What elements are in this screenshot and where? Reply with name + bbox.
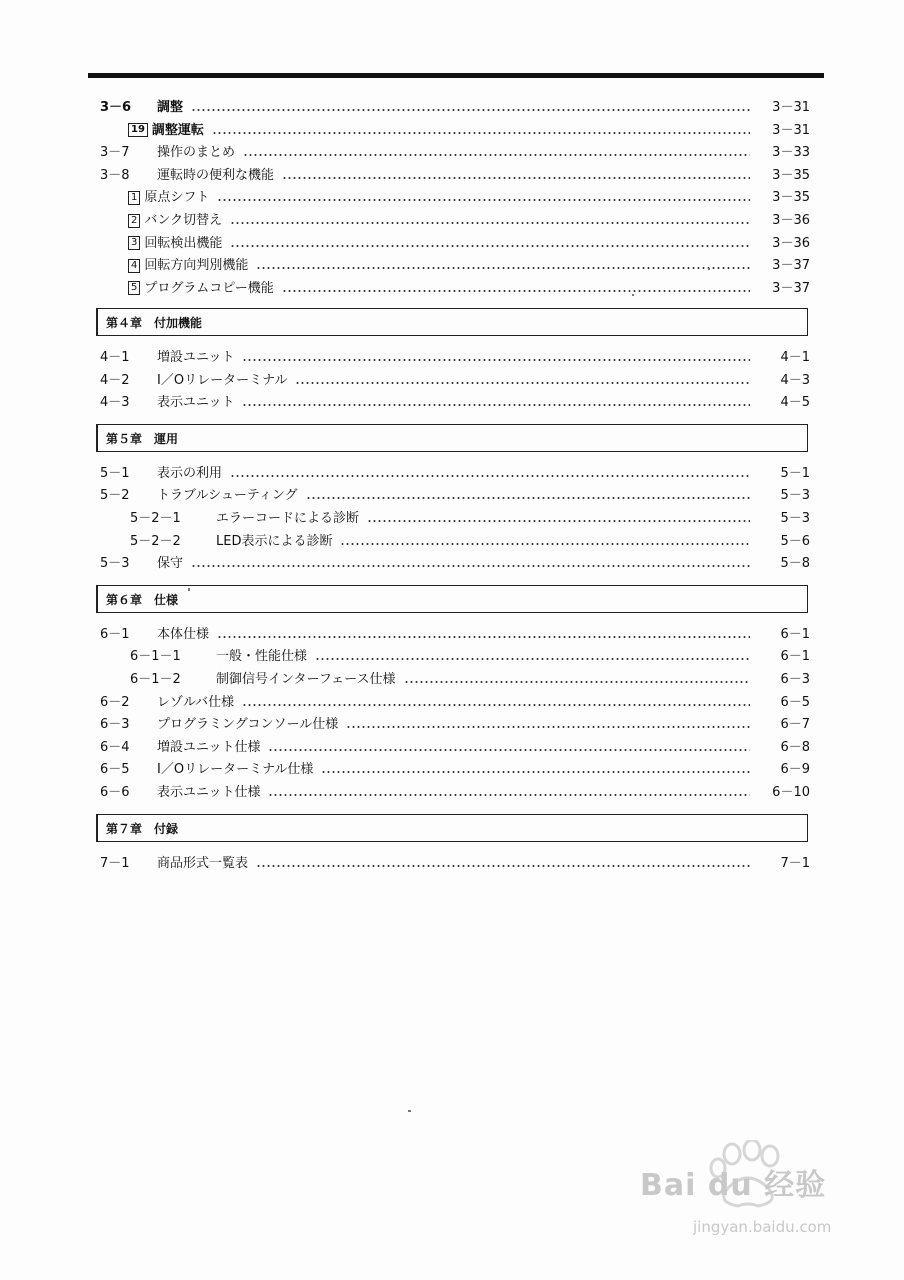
- toc-entry: [0, 393, 904, 413]
- toc-entry-text: 原点シフト: [144, 190, 210, 206]
- dot-leader: [268, 749, 750, 751]
- dot-leader: [256, 865, 750, 867]
- chapter-heading: 第５章 運用: [96, 424, 808, 452]
- dot-leader: [191, 565, 750, 567]
- toc-entry-title: 本体仕様: [157, 626, 210, 642]
- page-number: 4－3: [780, 372, 810, 388]
- item-number-badge: 5: [128, 281, 140, 295]
- section-number: 3－7: [100, 145, 130, 161]
- toc-entry-title: 表示ユニット仕様: [157, 785, 261, 800]
- toc-entry: [0, 854, 904, 874]
- toc-entry: [0, 509, 904, 529]
- dot-leader: [321, 771, 750, 773]
- dot-leader: [242, 704, 750, 706]
- toc-entry-title: [128, 188, 209, 208]
- toc-entry-title: 操作のまとめ: [157, 145, 236, 161]
- dot-leader: [306, 497, 750, 499]
- toc-entry-title: 運転時の便利な機能: [157, 167, 275, 183]
- page-number: 3－31: [772, 100, 810, 115]
- section-number: 6－6: [100, 785, 130, 800]
- section-number: 6－2: [100, 694, 130, 710]
- toc-entry: [0, 279, 904, 299]
- toc-entry-title: [128, 211, 222, 231]
- toc-entry: [0, 554, 904, 574]
- toc-entry: [0, 143, 904, 163]
- page-number: 4－1: [780, 350, 810, 365]
- page-number: 6－5: [780, 694, 810, 710]
- toc-entry: [0, 783, 904, 803]
- item-number-badge: 1: [128, 191, 140, 205]
- watermark-url: jingyan.baidu.com: [693, 1218, 832, 1236]
- toc-entry: [0, 188, 904, 208]
- toc-entry: [0, 464, 904, 484]
- section-number: 5－2－2: [130, 533, 181, 549]
- dot-leader: [256, 267, 750, 269]
- page-number: 6－8: [780, 739, 810, 755]
- toc-entry-title: エラーコードによる診断: [216, 511, 360, 526]
- section-number: 5－3: [100, 556, 130, 572]
- top-rule: [88, 73, 824, 78]
- toc-entry-title: LED表示による診断: [216, 533, 333, 549]
- toc-entry-title: [128, 256, 248, 276]
- toc-entry: [0, 211, 904, 231]
- dot-leader: [282, 290, 750, 292]
- toc-entry-title: 表示の利用: [157, 465, 223, 481]
- section-number: 5－2: [100, 488, 130, 504]
- section-number: 5－1: [100, 465, 130, 481]
- toc-entry: [0, 693, 904, 713]
- watermark-brand: Bai du 经验: [640, 1168, 827, 1203]
- page-number: 5－3: [780, 511, 810, 526]
- dot-leader: [230, 475, 750, 477]
- toc-entry: [0, 715, 904, 735]
- dot-leader: [191, 109, 750, 111]
- toc-entry-title: 一般・性能仕様: [216, 649, 308, 665]
- dot-leader: [404, 681, 750, 683]
- page-number: 3－35: [772, 167, 810, 183]
- toc-entry-title: I／Oリレーターミナル: [157, 372, 288, 388]
- page-number: 6－3: [780, 672, 810, 687]
- toc-entry-title: 商品形式一覧表: [157, 855, 249, 871]
- toc-entry-text: バンク切替え: [144, 213, 223, 228]
- page-number: 3－37: [772, 280, 810, 296]
- section-number: 3－6: [100, 100, 132, 115]
- toc-entry: [0, 256, 904, 276]
- section-number: 6－1: [100, 626, 130, 642]
- scan-speck: [188, 588, 190, 591]
- page-number: 3－37: [772, 258, 810, 274]
- dot-leader: [230, 245, 750, 247]
- page-number: 6－1: [780, 649, 810, 665]
- dot-leader: [367, 520, 750, 522]
- section-number: 4－1: [100, 350, 130, 365]
- toc-entry-title: [128, 234, 222, 254]
- toc-entry: [0, 121, 904, 141]
- toc-entry-title: [128, 279, 274, 299]
- toc-entry-text: 回転方向判別機能: [144, 258, 249, 274]
- toc-entry-text: 調整運転: [151, 122, 204, 138]
- dot-leader: [242, 404, 750, 406]
- page-number: 6－1: [780, 626, 810, 642]
- toc-entry: [0, 234, 904, 254]
- toc-entry-title: 増設ユニット: [157, 350, 235, 365]
- toc-entry-title: 保守: [157, 556, 184, 572]
- toc-entry: [0, 760, 904, 780]
- dot-leader: [243, 154, 750, 156]
- page-number: 3－36: [772, 235, 810, 251]
- page-number: 3－31: [772, 122, 810, 138]
- section-number: 6－1－2: [130, 672, 181, 687]
- chapter-heading: 第７章 付録: [96, 814, 808, 842]
- page-number: 5－3: [780, 488, 810, 504]
- toc-entry-title: 調整: [157, 100, 184, 115]
- toc-entry-title: I／Oリレーターミナル仕様: [157, 762, 314, 778]
- toc-entry: [0, 670, 904, 690]
- page-number: 5－8: [780, 556, 810, 572]
- dot-leader: [340, 543, 750, 545]
- page-number: 6－9: [780, 762, 810, 778]
- toc-entry: [0, 98, 904, 118]
- section-number: 7－1: [100, 855, 130, 871]
- dot-leader: [242, 359, 750, 361]
- item-number-badge: 2: [128, 214, 140, 228]
- section-number: 6－4: [100, 739, 130, 755]
- dot-leader: [230, 222, 750, 224]
- dot-leader: [212, 132, 750, 134]
- page-number: 5－6: [780, 533, 810, 549]
- section-number: 6－1－1: [130, 649, 181, 665]
- section-number: 4－2: [100, 372, 130, 388]
- toc-entry-title: 表示ユニット: [157, 395, 235, 411]
- toc-entry: [0, 532, 904, 552]
- dot-leader: [315, 658, 750, 660]
- toc-entry: [0, 647, 904, 667]
- section-number: 6－3: [100, 717, 130, 733]
- toc-entry-title: 制御信号インターフェース仕様: [216, 672, 396, 687]
- toc-entry-title: プログラミングコンソール仕様: [157, 717, 339, 733]
- dot-leader: [295, 382, 750, 384]
- page-number: 6－7: [780, 717, 810, 733]
- page-number: 7－1: [780, 855, 810, 871]
- scan-speck: [708, 268, 710, 270]
- scan-speck: [632, 294, 634, 296]
- chapter-heading: 第４章 付加機能: [96, 308, 808, 336]
- page-number: 6－10: [772, 785, 810, 800]
- section-number: 4－3: [100, 395, 130, 411]
- toc-entry: [0, 166, 904, 186]
- toc-entry: [0, 371, 904, 391]
- toc-entry: [0, 486, 904, 506]
- dot-leader: [268, 794, 750, 796]
- page-number: 3－36: [772, 213, 810, 228]
- chapter-heading: 第６章 仕様: [96, 585, 808, 613]
- toc-entry-title: [128, 121, 204, 141]
- page-number: 3－35: [772, 190, 810, 206]
- section-number: 6－5: [100, 762, 130, 778]
- page-number: 5－1: [780, 465, 810, 481]
- section-number: 5－2－1: [130, 511, 181, 526]
- toc-entry-text: プログラムコピー機能: [144, 280, 274, 296]
- section-number: 3－8: [100, 167, 130, 183]
- toc-entry: [0, 625, 904, 645]
- item-number-badge: 3: [128, 236, 140, 250]
- item-number-badge: 4: [128, 259, 140, 273]
- item-number-badge: 19: [128, 123, 148, 137]
- dot-leader: [282, 177, 750, 179]
- toc-entry: [0, 348, 904, 368]
- page-number: 4－5: [780, 395, 810, 411]
- page-number: 3－33: [772, 145, 810, 161]
- dot-leader: [346, 726, 750, 728]
- toc-entry-text: 回転検出機能: [144, 235, 223, 251]
- dot-leader: [217, 636, 750, 638]
- toc-entry: [0, 738, 904, 758]
- toc-entry-title: レゾルバ仕様: [157, 694, 235, 710]
- toc-entry-title: 増設ユニット仕様: [157, 739, 261, 755]
- scan-speck: [408, 1110, 411, 1112]
- dot-leader: [217, 199, 750, 201]
- toc-entry-title: トラブルシューティング: [157, 488, 298, 504]
